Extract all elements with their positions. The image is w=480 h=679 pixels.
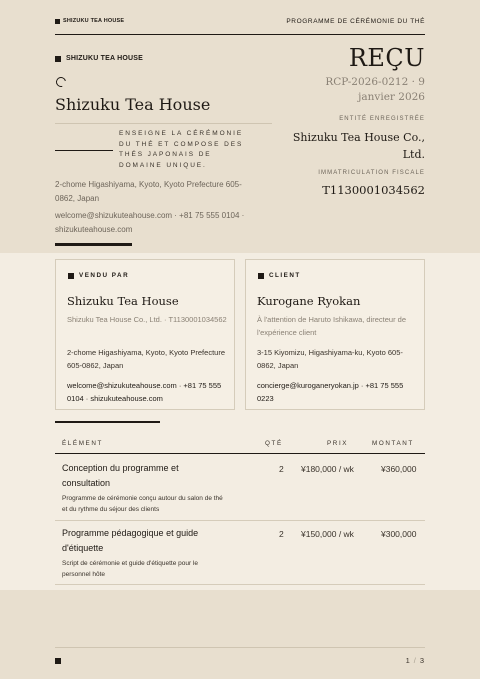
top-bar — [55, 17, 425, 35]
company-address: 2-chome Higashiyama, Kyoto, Kyoto Prefecture 605-0862, Japan — [55, 180, 242, 203]
seller-label — [68, 272, 129, 279]
row-divider — [55, 520, 425, 521]
client-name: Kurogane Ryokan — [257, 294, 361, 308]
brand-square-icon — [55, 19, 60, 24]
client-card — [245, 259, 425, 410]
col-header-amount: MONTANT — [372, 440, 414, 447]
item-amount: ¥300,000 — [381, 529, 417, 539]
item-name: Conception du programme et consultation — [62, 463, 179, 488]
seller-label-text: VENDU PAR — [79, 272, 130, 279]
company-contact: welcome@shizukuteahouse.com · +81 75 555 0104 · shizukuteahouse.com — [55, 211, 245, 234]
item-qty: 2 — [279, 464, 284, 474]
logo-square-icon — [55, 56, 61, 62]
tagline: ENSEIGNE LA CÉRÉMONIE DU THÉ ET COMPOSE DES THÉS JAPONAIS DE DOMAINE UNIQUE. — [119, 130, 244, 169]
item-name: Programme pédagogique et guide d'étiquette — [62, 528, 199, 553]
divider — [55, 123, 272, 124]
item-amount: ¥360,000 — [381, 464, 417, 474]
row-divider — [55, 584, 425, 585]
client-attention: À l'attention de Haruto Ishikawa, directeur de l'expérience client — [257, 315, 407, 337]
page-current: 1 — [405, 656, 411, 665]
client-contact: concierge@kuroganeryokan.jp · +81 75 555 0223 — [257, 381, 404, 403]
seller-square-icon — [68, 273, 74, 279]
table-accent-rule — [55, 421, 160, 423]
tax-id: T1130001034562 — [322, 183, 425, 197]
seller-legal: Shizuku Tea House Co., Ltd. · T1130001034562 — [67, 315, 227, 324]
ring-icon — [54, 75, 68, 89]
seller-address: 2-chome Higashiyama, Kyoto, Kyoto Prefecture 605-0862, Japan — [67, 348, 225, 370]
logo-text: SHIZUKU TEA HOUSE — [66, 55, 144, 62]
col-header-price: PRIX — [327, 440, 349, 447]
item-price: ¥150,000 / wk — [301, 529, 354, 539]
item-description: Programme de cérémonie conçu autour du salon de thé et du rythme du séjour des clients — [62, 495, 223, 513]
tagline-rule — [55, 150, 113, 151]
item-qty: 2 — [279, 529, 284, 539]
client-label-text: CLIENT — [269, 272, 301, 279]
col-header-qty: QTÉ — [265, 440, 283, 447]
tax-label: IMMATRICULATION FISCALE — [318, 170, 425, 176]
seller-contact: welcome@shizukuteahouse.com · +81 75 555 0104 · shizukuteahouse.com — [67, 381, 222, 403]
topbar-program: PROGRAMME DE CÉRÉMONIE DU THÉ — [286, 18, 425, 25]
item-price: ¥180,000 / wk — [301, 464, 354, 474]
page-total: 3 — [419, 656, 425, 665]
client-square-icon — [258, 273, 264, 279]
page-indicator — [406, 656, 425, 665]
footer-rule — [55, 647, 425, 648]
client-address: 3-15 Kiyomizu, Higashiyama-ku, Kyoto 605-0862, Japan — [257, 348, 403, 370]
details-section — [0, 253, 480, 590]
topbar-brand-text: SHIZUKU TEA HOUSE — [63, 18, 125, 24]
col-header-item: ÉLÉMENT — [62, 440, 103, 447]
logo — [55, 55, 143, 62]
seller-card — [55, 259, 235, 410]
topbar-brand — [55, 18, 124, 24]
receipt-number-date: RCP-2026-0212 · 9 janvier 2026 — [325, 76, 425, 103]
client-label — [258, 272, 301, 279]
company-title: Shizuku Tea House — [55, 95, 211, 114]
entity-label: ENTITÉ ENREGISTRÉE — [339, 116, 425, 122]
receipt-title: REÇU — [348, 44, 425, 72]
accent-rule — [55, 243, 132, 246]
footer-square-icon — [55, 658, 61, 664]
page-separator: / — [413, 656, 417, 665]
table-header-rule — [55, 453, 425, 454]
entity-name: Shizuku Tea House Co., Ltd. — [292, 131, 425, 161]
item-description: Script de cérémonie et guide d'étiquette pour le personnel hôte — [62, 560, 199, 578]
seller-name: Shizuku Tea House — [67, 294, 179, 308]
